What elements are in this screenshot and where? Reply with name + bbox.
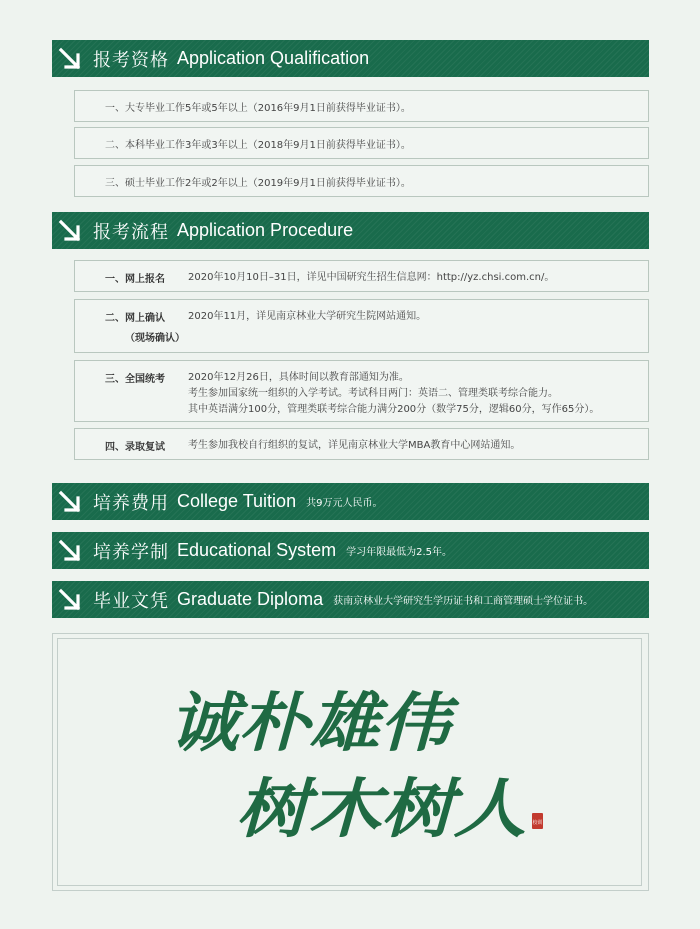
procedure-item-4 (74, 428, 649, 460)
arrow-down-right-icon (57, 46, 83, 72)
qualification-item-3 (74, 165, 649, 197)
arrow-down-right-icon (57, 489, 83, 515)
procedure-line: 考生参加国家统一组织的入学考试。考试科目两门：英语二、管理类联考综合能力。 (188, 388, 558, 399)
tuition-note: 共9万元人民币。 (306, 498, 383, 509)
motto-calligraphy (168, 683, 548, 853)
procedure-item-2 (74, 299, 649, 353)
procedure-text (188, 270, 554, 286)
procedure-text (188, 438, 520, 454)
procedure-number: 三、全国统考 (105, 374, 165, 385)
procedure-line: 2020年11月，详见南京林业大学研究生院网站通知。 (188, 311, 427, 322)
tuition-header (52, 483, 649, 520)
procedure-sub-label: （现场确认） (125, 333, 185, 344)
procedure-number: 四、录取复试 (105, 442, 165, 453)
motto-line-1: 诚朴雄伟 (168, 686, 460, 761)
procedure-text (188, 309, 426, 325)
procedure-line: 其中英语满分100分，管理类联考综合能力满分200分（数学75分，逻辑60分，写作65分）。 (188, 404, 600, 415)
seal-text: 校训 (532, 820, 543, 826)
procedure-number: 二、网上确认 (105, 313, 165, 324)
qualification-item-2 (74, 127, 649, 159)
qualification-text: 二、本科毕业工作3年或3年以上（2018年9月1日前获得毕业证书）。 (105, 139, 411, 151)
procedure-title-cn: 报考流程 (93, 221, 169, 243)
qualification-title-cn: 报考资格 (93, 49, 169, 71)
arrow-down-right-icon (57, 218, 83, 244)
system-note: 学习年限最低为2.5年。 (346, 547, 452, 558)
procedure-line: 2020年12月26日，具体时间以教育部通知为准。 (188, 372, 409, 383)
qualification-text: 三、硕士毕业工作2年或2年以上（2019年9月1日前获得毕业证书）。 (105, 177, 411, 189)
diploma-header (52, 581, 649, 618)
tuition-title-en: College Tuition (177, 491, 297, 511)
procedure-item-3 (74, 360, 649, 422)
seal-stamp (532, 813, 543, 829)
diploma-title-cn: 毕业文凭 (93, 590, 169, 612)
system-title-en: Educational System (177, 540, 337, 560)
procedure-text (188, 370, 599, 418)
procedure-line: 考生参加我校自行组织的复试，详见南京林业大学MBA教育中心网站通知。 (188, 440, 521, 451)
arrow-down-right-icon (57, 587, 83, 613)
motto-line-2: 树木树人 (236, 772, 526, 847)
qualification-header (52, 40, 649, 77)
system-header (52, 532, 649, 569)
procedure-title-en: Application Procedure (177, 220, 354, 240)
procedure-item-1 (74, 260, 649, 292)
arrow-down-right-icon (57, 538, 83, 564)
diploma-note: 获南京林业大学研究生学历证书和工商管理硕士学位证书。 (333, 596, 594, 607)
system-title-cn: 培养学制 (93, 541, 169, 563)
procedure-header (52, 212, 649, 249)
procedure-line: 2020年10月10日–31日，详见中国研究生招生信息网：http://yz.chsi.com.cn/。 (188, 272, 555, 283)
qualification-text: 一、大专毕业工作5年或5年以上（2016年9月1日前获得毕业证书）。 (105, 102, 411, 114)
diploma-title-en: Graduate Diploma (177, 589, 324, 609)
qualification-title-en: Application Qualification (177, 48, 370, 68)
qualification-item-1 (74, 90, 649, 122)
procedure-number: 一、网上报名 (105, 274, 165, 285)
tuition-title-cn: 培养费用 (93, 492, 169, 514)
